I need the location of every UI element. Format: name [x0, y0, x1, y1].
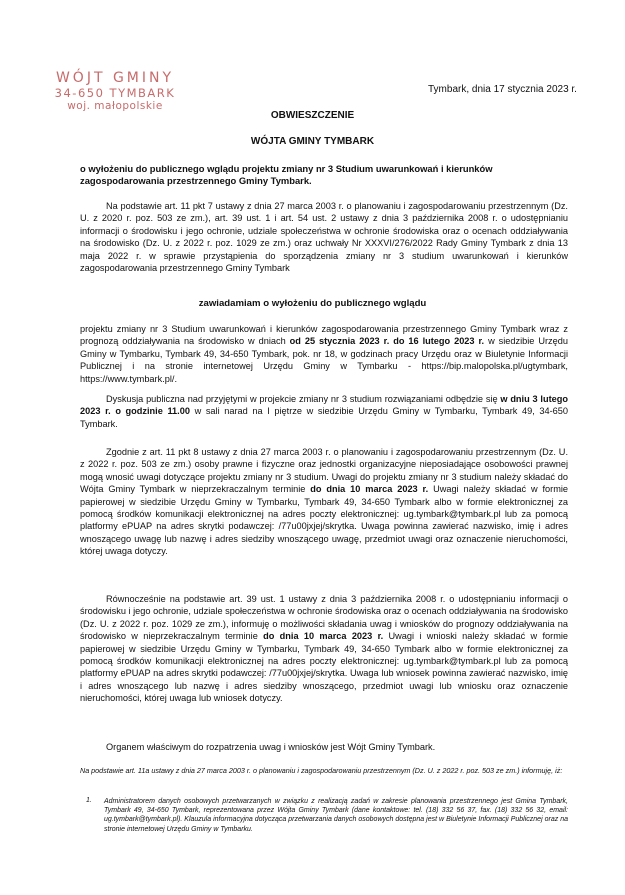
document-heading: OBWIESZCZENIE: [270, 110, 355, 121]
footnote-number: 1.: [86, 797, 92, 804]
exposure-text-a: projektu zmiany nr 3 Studium uwarunkowań i kierunków zagospodarowania przestrzennego Gminy Tymbark wraz z prognozą oddziaływania na środowisko w dniach: [80, 324, 568, 347]
announcement-line: zawiadamiam o wyłożeniu do publicznego wglądu: [198, 298, 427, 309]
exposure-text-c: w siedzibie Urzędu Gminy w Tymbarku, Tymbark 49, 34-650 Tymbark, pok. nr 18, w godzinach pracy Urzędu oraz w Biuletynie Informacji Publicznej i na stronie internetowej Urzędu Gminy w Tymbarku - https://bip.malopolska.pl/ugtymbark, https://www.tymbark.pl/.: [80, 336, 568, 384]
stamp-line-2: 34-650 TYMBARK: [54, 86, 176, 100]
remarks-text-a: Zgodnie z art. 11 pkt 8 ustawy z dnia 27 marca 2003 r. o planowaniu i zagospodarowaniu przestrzennym (Dz. U. z 2022 r. poz. 503 ze zm.) osoby prawne i fizyczne oraz jednostki organizacyjne nieposiadające osobowości prawnej mogą wnosić uwagi dotyczące projektu zmiany nr 3 studium. Uwagi do projektu zmiany nr 3 studium należy składać do Wójta Gminy Tymbark w nieprzekraczalnym terminie: [80, 447, 568, 495]
forecast-text-a: Równocześnie na podstawie art. 39 ust. 1 ustawy z dnia 3 października 2008 r. o udostępnianiu informacji o środowisku i jego ochronie, udziale społeczeństwa w ochronie środowiska oraz o ocenach oddziaływania na środowisko (Dz. U. z 2022 r. poz. 1029 ze zm.), informuję o możliwości składania uwag i wniosków do prognozy oddziaływania na środowisko w nieprzekraczalnym terminie: [80, 594, 568, 642]
authority-paragraph: Organem właściwym do rozpatrzenia uwag i wniosków jest Wójt Gminy Tymbark.: [106, 742, 436, 752]
remarks-text-c: Uwagi należy składać w formie papierowej w siedzibie Urzędu Gminy w Tymbarku, Tymbark 49, 34-650 Tymbark albo w formie elektronicznej za pomocą środków komunikacji elektronicznej na adres poczty elektronicznej: ug.tymbark@tymbark.pl lub za pomocą platformy ePUAP na adres skrytki podawczej: /77u00jxjej/skrytka. Uwaga powinna zawierać nazwisko, imię i adres wnoszącego uwagę lub nazwę i adres siedziby wnoszącego uwagę, przedmiot uwagi oraz oznaczenie nieruchomości, której uwaga dotyczy.: [80, 484, 569, 557]
discussion-paragraph: [80, 393, 568, 430]
discussion-date: w dniu 3 lutego 2023 r. o godzinie 11.00: [80, 394, 568, 417]
forecast-paragraph: [80, 593, 568, 705]
document-date: Tymbark, dnia 17 stycznia 2023 r.: [428, 84, 577, 95]
footnote-item: Administratorem danych osobowych przetwarzanych w związku z realizacją zadań w zakresie planowania przestrzennego jest Gmina Tymbark, Tymbark 49, 34-650 Tymbark, reprezentowana przez Wójta Gminy Tymbark (dane kontaktowe: tel. (18) 332 56 37, fax. (18) 332 56 32, email: ug.tymbark@tymbark.pl). Klauzula informacyjna dotycząca przetwarzania danych osobowych dostępna jest w Biuletynie Informacji Publicznej oraz na stronie internetowej Urzędu Gminy w Tymbarku.: [104, 798, 568, 833]
document-subject: o wyłożeniu do publicznego wglądu projektu zmiany nr 3 Studium uwarunkowań i kierunków zagospodarowania przestrzennego Gminy Tymbark.: [80, 163, 493, 187]
stamp-line-3: woj. małopolskie: [67, 100, 163, 112]
remarks-paragraph: [80, 446, 568, 558]
forecast-deadline: do dnia 10 marca 2023 r.: [263, 631, 384, 642]
document-heading-issuer: WÓJTA GMINY TYMBARK: [250, 136, 375, 147]
exposure-dates: od 25 stycznia 2023 r. do 16 lutego 2023 r.: [289, 336, 485, 347]
remarks-deadline: do dnia 10 marca 2023 r.: [310, 484, 429, 495]
footnote-intro: Na podstawie art. 11a ustawy z dnia 27 marca 2003 r. o planowaniu i zagospodarowaniu przestrzennym (Dz. U. z 2022 r. poz. 503 ze zm.) informuję, iż:: [80, 766, 563, 775]
stamp-line-1: WÓJT GMINY: [55, 70, 175, 86]
forecast-text-c: Uwagi i wnioski należy składać w formie papierowej w siedzibie Urzędu Gminy w Tymbarku, Tymbark 49, 34-650 Tymbark albo w formie elektronicznej za pomocą środków komunikacji elektronicznej na adres poczty elektronicznej: ug.tymbark@tymbark.pl lub za pomocą platformy ePUAP na adres skrytki podawczej: /77u00jxjej/skrytka. Uwaga lub wniosek powinna zawierać nazwisko, imię i adres wnoszącego lub nazwę i adres siedziby wnoszącego, przedmiot uwagi lub wniosku oraz oznaczenie nieruchomości, której uwaga lub wniosek dotyczy.: [80, 631, 568, 704]
discussion-text-c: w sali narad na I piętrze w siedzibie Urzędu Gminy w Tymbarku, Tymbark 49, 34-650 Tymbark.: [80, 406, 568, 429]
legal-basis-paragraph: Na podstawie art. 11 pkt 7 ustawy z dnia 27 marca 2003 r. o planowaniu i zagospodarowaniu przestrzennym (Dz. U. z 2020 r. poz. 503 ze zm.), art. 39 ust. 1 i art. 54 ust. 2 ustawy z dnia 3 października 2008 r. o udostępnianiu informacji o środowisku i jego ochronie, udziale społeczeństwa w ochronie środowiska oraz o ocenach oddziaływania na środowisko (Dz. U. z 2022 r. poz. 1029 ze zm.) oraz uchwały Nr XXXVI/276/2022 Rady Gminy Tymbark z dnia 13 maja 2022 r. w sprawie przystąpienia do sporządzenia zmiany nr 3 studium uwarunkowań i kierunków zagospodarowania przestrzennego Gminy Tymbark: [80, 201, 568, 274]
office-stamp: [22, 70, 208, 113]
discussion-text-a: Dyskusja publiczna nad przyjętymi w projekcie zmiany nr 3 studium rozwiązaniami odbędzie się: [106, 394, 501, 404]
exposure-paragraph: [80, 323, 568, 385]
